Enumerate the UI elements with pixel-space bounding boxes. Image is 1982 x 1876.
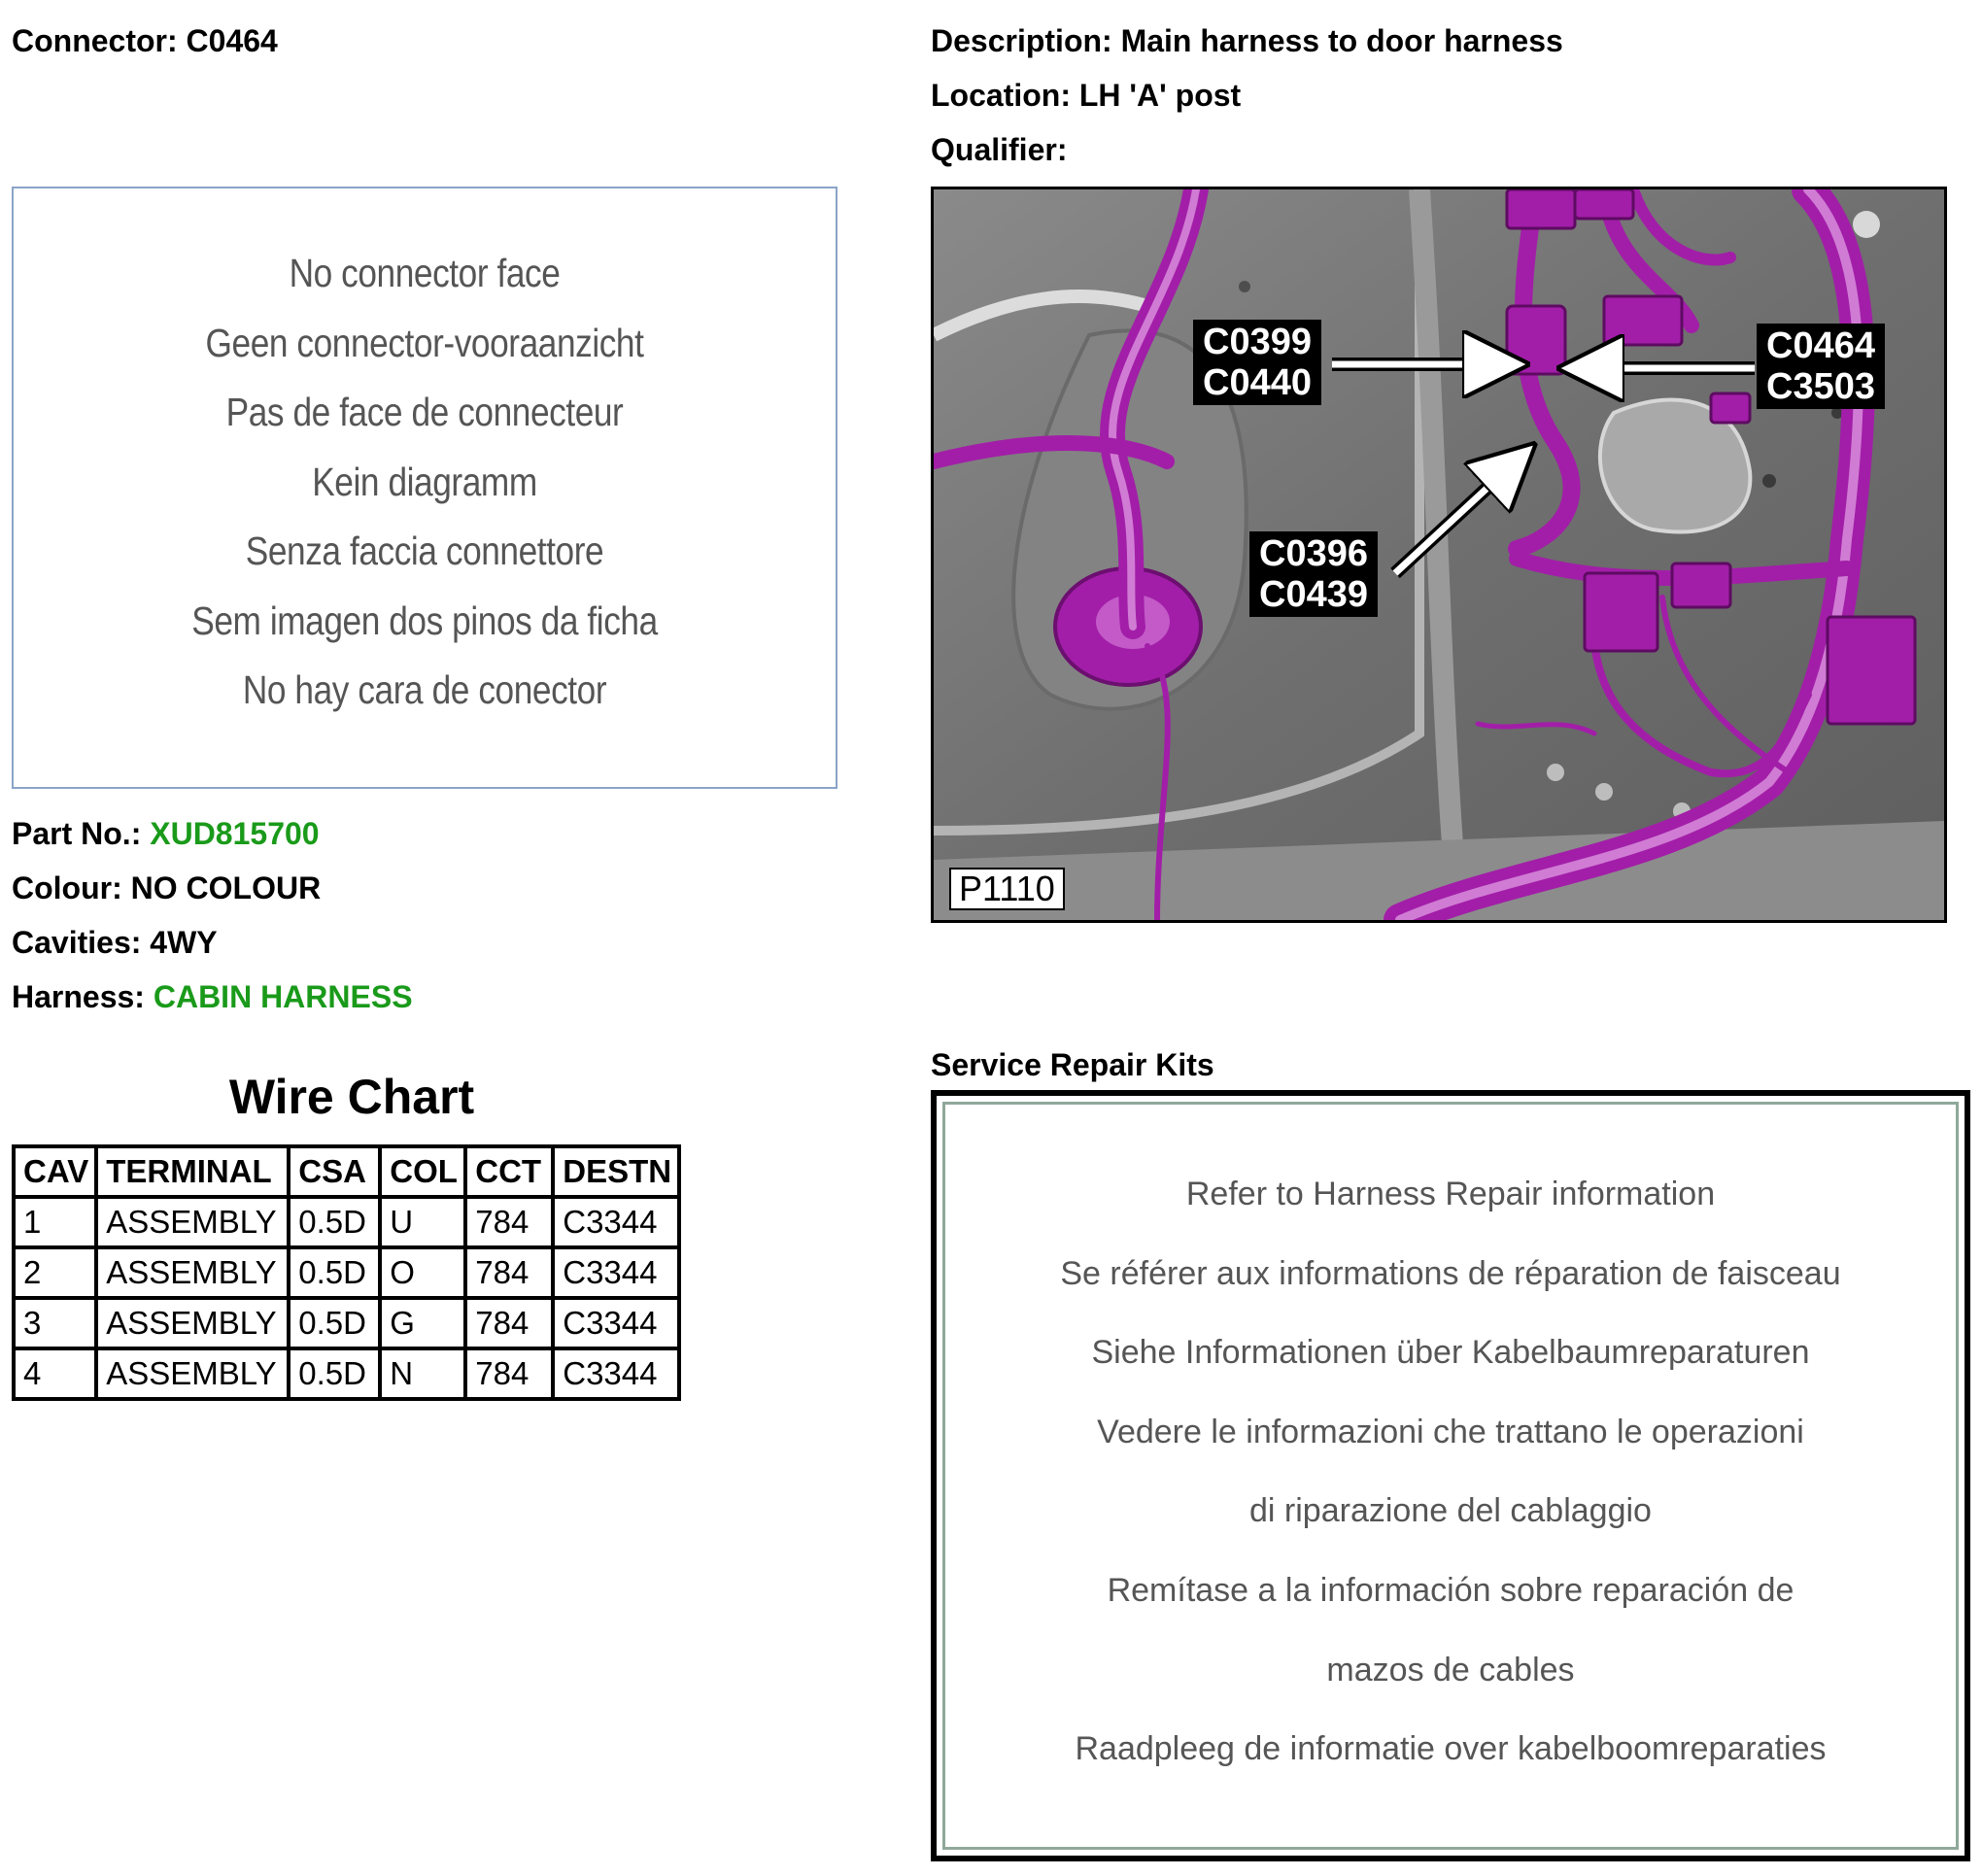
repair-line: Raadpleeg de informatie over kabelboomreparaties bbox=[1075, 1730, 1827, 1768]
table-row bbox=[14, 1197, 679, 1247]
no-face-line: Pas de face de connecteur bbox=[225, 390, 624, 434]
description-label: Description: bbox=[931, 23, 1112, 58]
cell-csa: 0.5D bbox=[289, 1247, 380, 1298]
repair-line: Refer to Harness Repair information bbox=[1185, 1176, 1716, 1212]
callout-text: C0396 bbox=[1259, 533, 1368, 574]
harness-link[interactable]: CABIN HARNESS bbox=[153, 979, 413, 1014]
qualifier-line bbox=[931, 130, 1067, 169]
connector-location-photo bbox=[931, 187, 1947, 923]
cell-csa: 0.5D bbox=[289, 1348, 380, 1399]
harness-illustration bbox=[934, 189, 1944, 920]
cell-cct: 784 bbox=[465, 1247, 553, 1298]
repair-line: di riparazione del cablaggio bbox=[1249, 1492, 1652, 1530]
cell-cav: 1 bbox=[14, 1197, 96, 1247]
service-repair-inner bbox=[942, 1102, 1959, 1850]
col-cct: CCT bbox=[465, 1146, 553, 1197]
callout-text: C0439 bbox=[1259, 574, 1368, 615]
callout-c0399-c0440 bbox=[1193, 320, 1321, 405]
colour-label: Colour: bbox=[12, 870, 122, 905]
wire-chart-title: Wire Chart bbox=[228, 1070, 475, 1124]
location-label: Location: bbox=[931, 78, 1071, 113]
connector-value: C0464 bbox=[186, 23, 278, 58]
callout-c0396-c0439 bbox=[1249, 531, 1378, 617]
no-face-line: No hay cara de conector bbox=[242, 667, 607, 712]
colour-line bbox=[12, 869, 321, 907]
cell-col: N bbox=[380, 1348, 465, 1399]
cavities-label: Cavities: bbox=[12, 925, 142, 960]
no-face-line: Kein diagramm bbox=[312, 459, 537, 504]
cell-cav: 4 bbox=[14, 1348, 96, 1399]
location-line bbox=[931, 76, 1241, 115]
table-row bbox=[14, 1348, 679, 1399]
description-line bbox=[931, 21, 1563, 60]
col-terminal: TERMINAL bbox=[96, 1146, 289, 1197]
table-row bbox=[14, 1298, 679, 1348]
no-face-line: Sem imagen dos pinos da ficha bbox=[191, 597, 658, 643]
cell-destn: C3344 bbox=[553, 1348, 679, 1399]
description-value: Main harness to door harness bbox=[1120, 23, 1563, 58]
no-face-line: Geen connector-vooraanzicht bbox=[205, 320, 644, 365]
service-repair-panel bbox=[931, 1090, 1970, 1861]
cell-cct: 784 bbox=[465, 1348, 553, 1399]
cell-col: O bbox=[380, 1247, 465, 1298]
callout-text: C0440 bbox=[1203, 362, 1312, 403]
repair-line: Se référer aux informations de réparation de faisceau bbox=[1060, 1254, 1841, 1292]
no-connector-face-panel bbox=[12, 187, 837, 789]
harness-label: Harness: bbox=[12, 979, 145, 1014]
cell-destn: C3344 bbox=[553, 1247, 679, 1298]
part-number-link[interactable]: XUD815700 bbox=[150, 816, 320, 851]
photo-reference: P1110 bbox=[949, 868, 1065, 910]
harness-line bbox=[12, 977, 413, 1016]
cell-csa: 0.5D bbox=[289, 1197, 380, 1247]
repair-line: Siehe Informationen über Kabelbaumreparaturen bbox=[1091, 1334, 1810, 1372]
service-repair-title: Service Repair Kits bbox=[931, 1047, 1214, 1082]
location-value: LH 'A' post bbox=[1078, 78, 1242, 113]
no-face-line: Senza faccia connettore bbox=[245, 529, 604, 573]
col-destn: DESTN bbox=[553, 1146, 679, 1197]
cell-cav: 3 bbox=[14, 1298, 96, 1348]
wire-chart-header-row bbox=[14, 1146, 679, 1197]
colour-value: NO COLOUR bbox=[130, 870, 322, 905]
callout-c0464-c3503 bbox=[1757, 324, 1885, 409]
col-col: COL bbox=[380, 1146, 465, 1197]
col-cav: CAV bbox=[14, 1146, 96, 1197]
qualifier-label: Qualifier: bbox=[931, 132, 1068, 167]
callout-text: C3503 bbox=[1766, 366, 1875, 407]
cell-terminal: ASSEMBLY bbox=[96, 1247, 289, 1298]
connector-label: Connector: bbox=[12, 23, 178, 58]
cell-cct: 784 bbox=[465, 1197, 553, 1247]
cell-col: G bbox=[380, 1298, 465, 1348]
part-number-line bbox=[12, 814, 320, 853]
service-repair-lines bbox=[945, 1155, 1956, 1790]
cavities-line bbox=[12, 923, 218, 962]
cell-csa: 0.5D bbox=[289, 1298, 380, 1348]
repair-line: Vedere le informazioni che trattano le operazioni bbox=[1097, 1413, 1804, 1450]
cavities-value: 4WY bbox=[150, 925, 218, 960]
no-face-line: No connector face bbox=[289, 251, 561, 295]
cell-terminal: ASSEMBLY bbox=[96, 1348, 289, 1399]
cell-col: U bbox=[380, 1197, 465, 1247]
cell-cav: 2 bbox=[14, 1247, 96, 1298]
callout-text: C0464 bbox=[1766, 325, 1875, 366]
cell-destn: C3344 bbox=[553, 1197, 679, 1247]
table-row bbox=[14, 1247, 679, 1298]
cell-terminal: ASSEMBLY bbox=[96, 1298, 289, 1348]
no-connector-face-lines bbox=[71, 239, 778, 726]
repair-line: Remítase a la información sobre reparación de bbox=[1107, 1571, 1794, 1609]
callout-text: C0399 bbox=[1203, 322, 1312, 362]
cell-cct: 784 bbox=[465, 1298, 553, 1348]
col-csa: CSA bbox=[289, 1146, 380, 1197]
connector-line bbox=[12, 21, 278, 60]
repair-line: mazos de cables bbox=[1326, 1651, 1575, 1688]
wire-chart-table bbox=[12, 1144, 681, 1401]
cell-terminal: ASSEMBLY bbox=[96, 1197, 289, 1247]
part-label: Part No.: bbox=[12, 816, 142, 851]
cell-destn: C3344 bbox=[553, 1298, 679, 1348]
